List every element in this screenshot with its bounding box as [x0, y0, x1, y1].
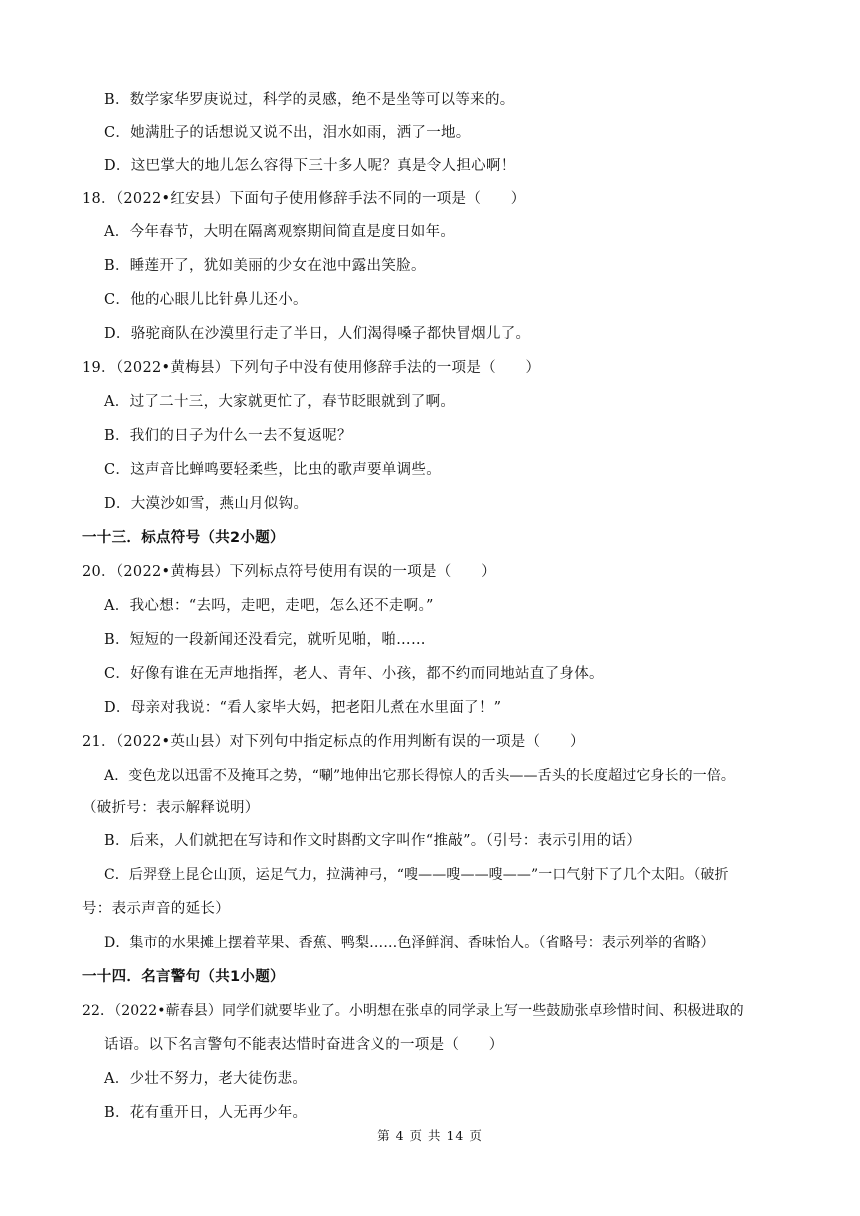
q22-stem-continued: 话语。以下名言警句不能表达惜时奋进含义的一项是（ ） — [104, 1037, 504, 1053]
q21-option-a: A．变色龙以迅雷不及掩耳之势，“唰”地伸出它那长得惊人的舌头——舌头的长度超过它身长的一倍。 — [104, 768, 736, 784]
page-footer: 第 4 页 共 14 页 — [377, 1128, 483, 1143]
q19-option-c: C．这声音比蝉鸣要轻柔些，比虫的歌声要单调些。 — [104, 462, 441, 478]
q21-stem: 21．（2022•英山县）对下列句中指定标点的作用判断有误的一项是（ ） — [82, 734, 585, 750]
q20-option-d: D．母亲对我说：“看人家毕大妈，把老阳儿煮在水里面了！” — [104, 700, 502, 716]
q22-stem: 22．（2022•蕲春县）同学们就要毕业了。小明想在张卓的同学录上写一些鼓励张卓珍惜时间、积极进取的 — [82, 1003, 744, 1019]
q18-option-b: B．睡莲开了，犹如美丽的少女在池中露出笑脸。 — [104, 258, 426, 274]
q20-option-c: C．好像有谁在无声地指挥，老人、青年、小孩，都不约而同地站直了身体。 — [104, 666, 604, 682]
q21-option-b: B．后来，人们就把在写诗和作文时斟酌文字叫作“推敲”。（引号：表示引用的话） — [104, 833, 642, 849]
q17-option-b: B．数学家华罗庚说过，科学的灵感，绝不是坐等可以等来的。 — [104, 92, 515, 108]
q18-option-c: C．他的心眼儿比针鼻儿还小。 — [104, 292, 308, 308]
q22-option-b: B．花有重开日，人无再少年。 — [104, 1105, 308, 1121]
q22-option-a: A．少壮不努力，老大徒伤悲。 — [104, 1071, 308, 1087]
q19-stem: 19．（2022•黄梅县）下列句子中没有使用修辞手法的一项是（ ） — [82, 360, 541, 376]
q20-option-b: B．短短的一段新闻还没看完，就听见啪，啪…… — [104, 632, 426, 648]
q20-option-a: A．我心想：“去吗，走吧，走吧，怎么还不走啊。” — [104, 598, 434, 614]
q19-option-d: D．大漠沙如雪，燕山月似钩。 — [104, 496, 309, 512]
q21-option-c: C．后羿登上昆仑山顶，运足气力，拉满神弓，“嗖——嗖——嗖——”一口气射下了几个太阳。（破折 — [104, 867, 729, 883]
q18-stem: 18．（2022•红安县）下面句子使用修辞手法不同的一项是（ ） — [82, 191, 526, 207]
section-heading-punctuation: 一十三．标点符号（共2小题） — [82, 530, 285, 546]
q21-option-c-continued: 号：表示声音的延长） — [82, 901, 230, 917]
q18-option-a: A．今年春节，大明在隔离观察期间简直是度日如年。 — [104, 224, 456, 240]
section-heading-quotes: 一十四．名言警句（共1小题） — [82, 969, 285, 985]
q17-option-d: D．这巴掌大的地儿怎么容得下三十多人呢？真是令人担心啊！ — [104, 158, 516, 174]
q18-option-d: D．骆驼商队在沙漠里行走了半日，人们渴得嗓子都快冒烟儿了。 — [104, 326, 531, 342]
q21-option-d: D．集市的水果摊上摆着苹果、香蕉、鸭梨……色泽鲜润、香味怡人。（省略号：表示列举的省略） — [104, 935, 715, 951]
q17-option-c: C．她满肚子的话想说又说不出，泪水如雨，洒了一地。 — [104, 125, 471, 141]
q19-option-b: B．我们的日子为什么一去不复返呢？ — [104, 428, 352, 444]
q19-option-a: A．过了二十三，大家就更忙了，春节眨眼就到了啊。 — [104, 394, 456, 410]
q21-option-a-continued: （破折号：表示解释说明） — [82, 800, 260, 816]
q20-stem: 20．（2022•黄梅县）下列标点符号使用有误的一项是（ ） — [82, 564, 496, 580]
